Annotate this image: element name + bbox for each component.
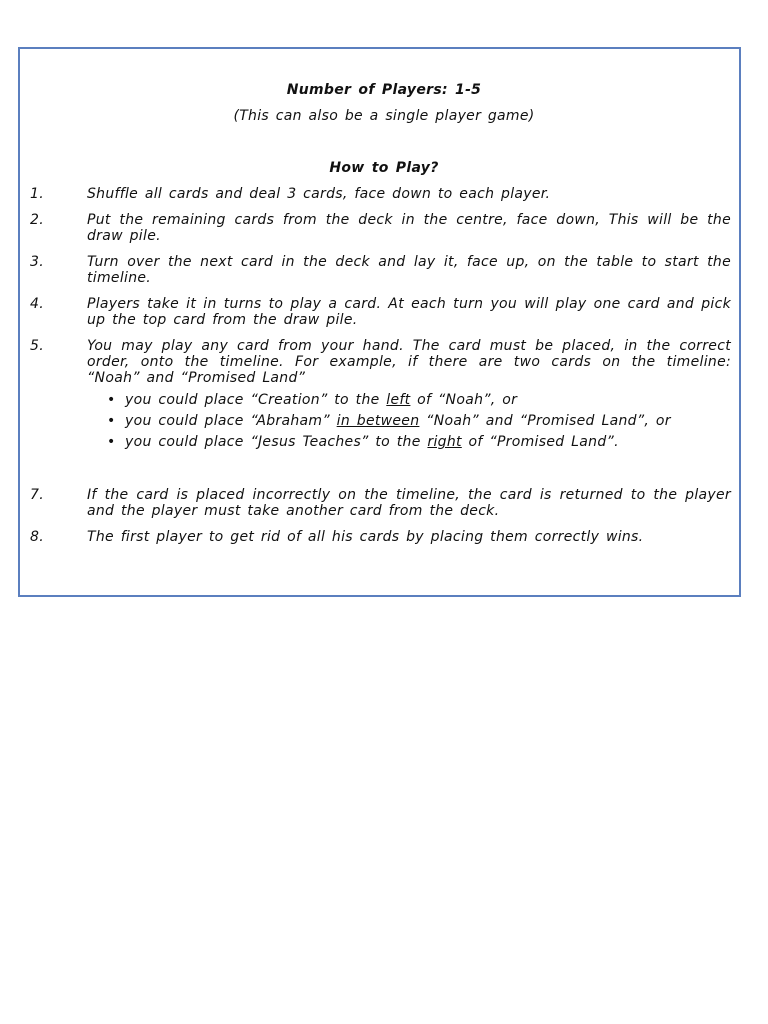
bullet-item — [125, 434, 619, 450]
step-text: Shuffle all cards and deal 3 cards, face down to each player. — [87, 186, 551, 202]
step-number: 3. — [30, 254, 44, 270]
step-number: 7. — [30, 487, 44, 503]
bullet-text-post: “Noah” and “Promised Land”, or — [419, 413, 671, 429]
step-number: 8. — [30, 529, 44, 545]
bullet-dot: • — [107, 434, 116, 450]
step-text: The first player to get rid of all his cards by placing them correctly wins. — [87, 529, 644, 545]
step-text: You may play any card from your hand. The card must be placed, in the correct order, onto the timeline. For example, if there are two cards on the timeline: “Noah” and “Promised Land” — [87, 338, 731, 386]
bullet-dot: • — [107, 413, 116, 429]
bullet-text-pre: you could place “Creation” to the — [125, 392, 387, 408]
bullet-keyword: in between — [336, 413, 420, 429]
players-heading: Number of Players: 1-5 — [286, 82, 482, 98]
bullet-item — [125, 413, 671, 429]
how-to-play-heading: How to Play? — [329, 160, 439, 176]
step-number: 2. — [30, 212, 44, 228]
step-text: Turn over the next card in the deck and lay it, face up, on the table to start the timeline. — [87, 254, 731, 286]
step-number: 1. — [30, 186, 44, 202]
bullet-dot: • — [107, 392, 116, 408]
bullet-keyword: left — [386, 392, 411, 408]
bullet-text-post: of “Promised Land”. — [461, 434, 619, 450]
step-number: 4. — [30, 296, 44, 312]
bullet-text-post: of “Noah”, or — [410, 392, 518, 408]
bullet-text-pre: you could place “Jesus Teaches” to the — [125, 434, 428, 450]
step-number: 5. — [30, 338, 44, 354]
step-text: Put the remaining cards from the deck in the centre, face down, This will be the draw pile. — [87, 212, 731, 244]
bullet-keyword: right — [427, 434, 462, 450]
step-text: Players take it in turns to play a card. At each turn you will play one card and pick up the top card from the draw pile. — [87, 296, 731, 328]
step-text: If the card is placed incorrectly on the timeline, the card is returned to the player and the player must take another card from the deck. — [87, 487, 731, 519]
bullet-item — [125, 392, 517, 408]
bullet-text-pre: you could place “Abraham” — [125, 413, 337, 429]
single-player-note: (This can also be a single player game) — [233, 108, 535, 124]
